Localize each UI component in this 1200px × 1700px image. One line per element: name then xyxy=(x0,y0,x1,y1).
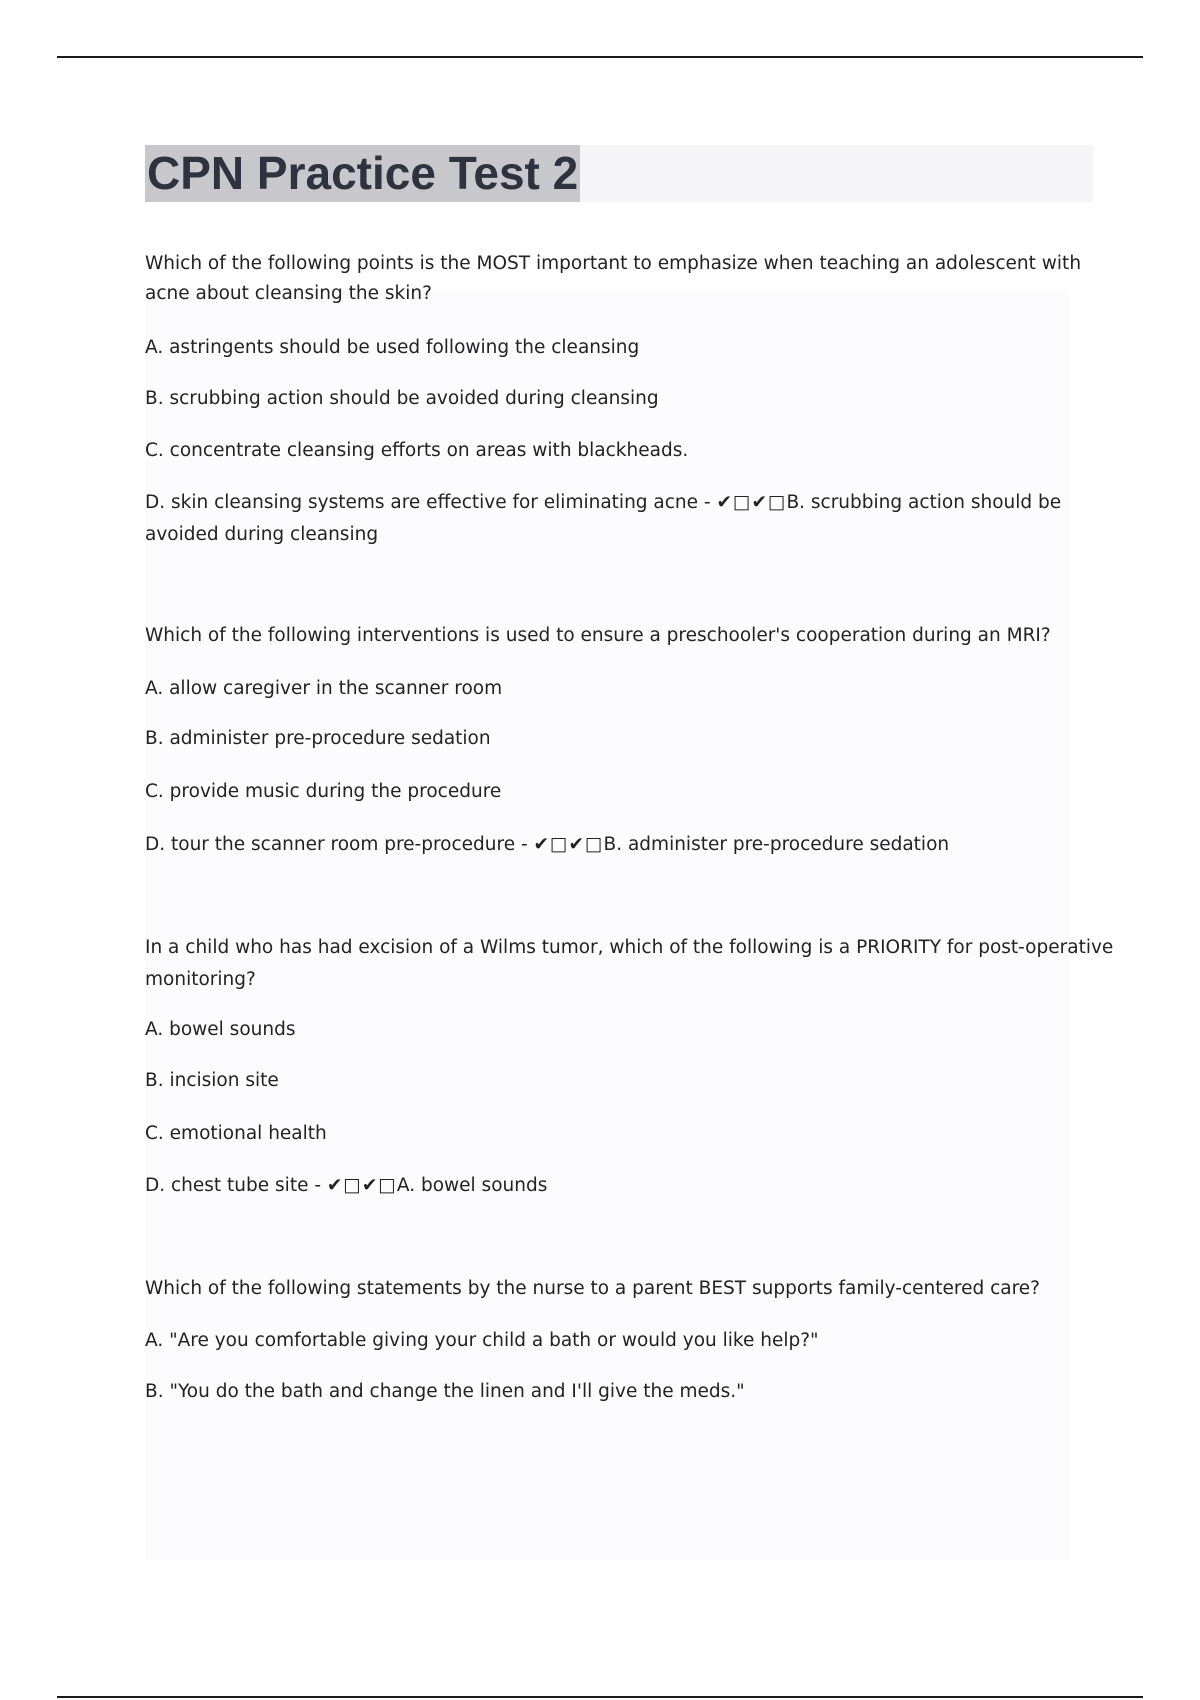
question-1-stem-line-1: Which of the following points is the MOST important to emphasize when teaching an adolescent with xyxy=(145,253,1082,274)
question-3-option-d-text: D. chest tube site - xyxy=(145,1175,327,1196)
answer-marks-2: ✔□✔□ xyxy=(533,834,604,855)
question-2-option-d xyxy=(145,829,1095,861)
question-1-answer: B. scrubbing action should be xyxy=(786,492,1062,513)
question-1-option-b: B. scrubbing action should be avoided during cleansing xyxy=(145,388,659,409)
question-2-option-b: B. administer pre-procedure sedation xyxy=(145,728,491,749)
question-4-option-a: A. "Are you comfortable giving your child a bath or would you like help?" xyxy=(145,1330,819,1351)
question-3-option-b: B. incision site xyxy=(145,1070,279,1091)
question-3-answer: A. bowel sounds xyxy=(396,1175,548,1196)
question-4-stem-line-1: Which of the following statements by the nurse to a parent BEST supports family-centered care? xyxy=(145,1278,1040,1299)
question-3-stem-line-1: In a child who has had excision of a Wilms tumor, which of the following is a PRIORITY for post-operative xyxy=(145,937,1114,958)
question-4-option-b: B. "You do the bath and change the linen and I'll give the meds." xyxy=(145,1381,745,1402)
content-area xyxy=(145,290,1070,1560)
question-1-answer-continued: avoided during cleansing xyxy=(145,524,379,545)
question-3-stem-line-2: monitoring? xyxy=(145,969,256,990)
question-1-option-d xyxy=(145,487,1095,519)
question-2-option-d-text: D. tour the scanner room pre-procedure - xyxy=(145,834,534,855)
answer-marks-3: ✔□✔□ xyxy=(326,1175,397,1196)
question-1-option-c: C. concentrate cleansing efforts on areas with blackheads. xyxy=(145,440,689,461)
header-rule xyxy=(57,56,1143,58)
question-1-stem-line-2: acne about cleansing the skin? xyxy=(145,283,432,304)
question-2-option-c: C. provide music during the procedure xyxy=(145,781,502,802)
question-2-option-a: A. allow caregiver in the scanner room xyxy=(145,678,503,699)
question-3-option-d xyxy=(145,1170,1095,1202)
question-1-option-d-text: D. skin cleansing systems are effective for eliminating acne - xyxy=(145,492,717,513)
footer-rule xyxy=(57,1696,1143,1698)
question-2-stem-line-1: Which of the following interventions is used to ensure a preschooler's cooperation during an MRI? xyxy=(145,625,1051,646)
question-3-option-a: A. bowel sounds xyxy=(145,1019,296,1040)
question-3-option-c: C. emotional health xyxy=(145,1123,327,1144)
question-2-answer: B. administer pre-procedure sedation xyxy=(603,834,950,855)
page-title: CPN Practice Test 2 xyxy=(145,145,580,202)
question-1-option-a: A. astringents should be used following the cleansing xyxy=(145,337,640,358)
answer-marks-1: ✔□✔□ xyxy=(716,492,787,513)
